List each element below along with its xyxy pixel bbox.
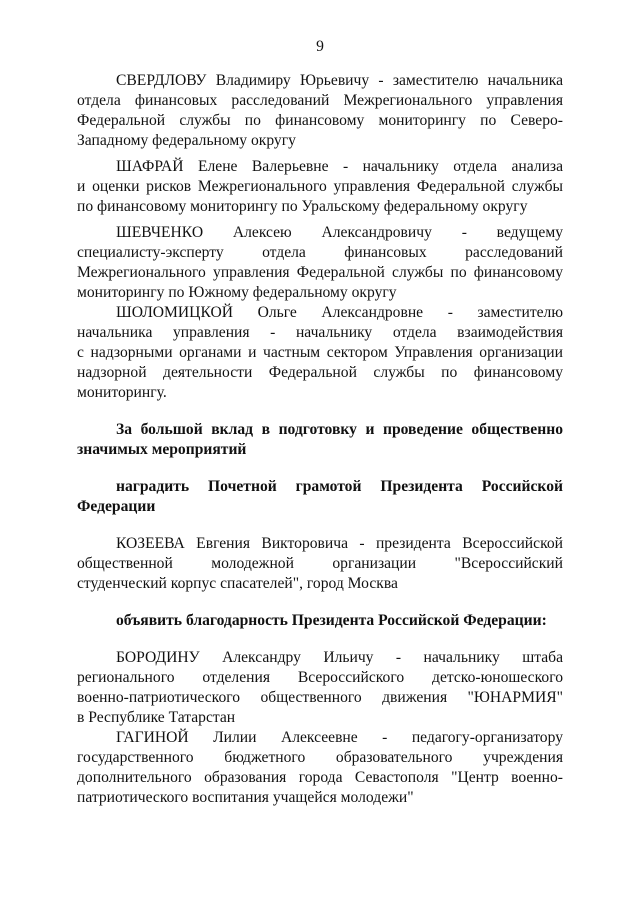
section-heading-line: За большой вклад в подготовку и проведение общественно <box>116 421 563 438</box>
text-line: мониторингу. <box>77 384 167 401</box>
text-line: патриотического воспитания учащейся молодежи" <box>77 789 414 806</box>
text-line: ШОЛОМИЦКОЙ Ольге Александровне - заместителю <box>116 304 563 321</box>
decree-line: объявить благодарность Президента Российской Федерации: <box>116 612 547 629</box>
text-line: ГАГИНОЙ Лилии Алексеевне - педагогу-организатору <box>116 729 563 746</box>
text-line: КОЗЕЕВА Евгения Викторовича - президента Всероссийской <box>116 535 563 552</box>
text-line: и оценки рисков Межрегионального управления Федеральной службы <box>77 178 563 195</box>
text-line: начальника управления - начальнику отдела взаимодействия <box>77 324 563 341</box>
text-line: Федеральной службы по финансовому мониторингу по Северо- <box>77 112 563 129</box>
text-line: БОРОДИНУ Александру Ильичу - начальнику штаба <box>116 649 563 666</box>
text-line: специалисту-эксперту отдела финансовых расследований <box>77 244 563 261</box>
text-line: с надзорными органами и частным сектором Управления организации <box>77 344 563 361</box>
decree-line: Федерации <box>77 498 156 515</box>
text-line: ШЕВЧЕНКО Алексею Александровичу - ведущему <box>116 224 563 241</box>
text-line: отдела финансовых расследований Межрегионального управления <box>77 92 563 109</box>
text-line: надзорной деятельности Федеральной службы по финансовому <box>77 364 563 381</box>
text-line: общественной молодежной организации "Всероссийский <box>77 555 563 572</box>
text-line: СВЕРДЛОВУ Владимиру Юрьевичу - заместителю начальника <box>116 72 563 89</box>
text-line: государственного бюджетного образовательного учреждения <box>77 749 563 766</box>
text-line: по финансовому мониторингу по Уральскому федеральному округу <box>77 198 528 215</box>
text-line: ШАФРАЙ Елене Валерьевне - начальнику отдела анализа <box>116 158 563 175</box>
text-line: военно-патриотического общественного движения "ЮНАРМИЯ" <box>77 689 563 706</box>
text-line: Межрегионального управления Федеральной службы по финансовому <box>77 264 563 281</box>
text-line: регионального отделения Всероссийского детско-юношеского <box>77 669 563 686</box>
text-line: в Республике Татарстан <box>77 709 236 726</box>
text-line: студенческий корпус спасателей", город Москва <box>77 575 398 592</box>
text-line: Западному федеральному округу <box>77 132 296 149</box>
section-heading-line: значимых мероприятий <box>77 441 247 458</box>
text-line: дополнительного образования города Севастополя "Центр военно- <box>77 769 563 786</box>
page-number: 9 <box>316 38 324 55</box>
text-line: мониторингу по Южному федеральному округу <box>77 284 397 301</box>
decree-line: наградить Почетной грамотой Президента Российской <box>116 478 563 495</box>
